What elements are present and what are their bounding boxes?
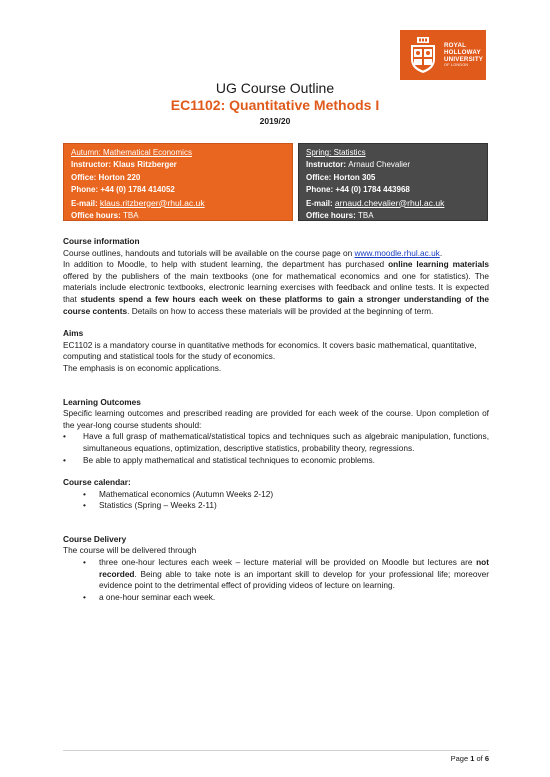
list-item bbox=[63, 431, 489, 454]
delivery-heading: Course Delivery bbox=[63, 533, 127, 544]
list-item bbox=[63, 500, 489, 512]
aims-paragraph-2: The emphasis is on economic applications. bbox=[63, 362, 222, 373]
info-text-d: students spend a few hours each week on these platforms to gain a stronger understanding of the course contents bbox=[63, 293, 489, 316]
spring-office: Office: Horton 305 bbox=[306, 172, 376, 182]
university-logo bbox=[400, 30, 486, 80]
bullet-icon: • bbox=[83, 557, 86, 568]
list-item-text: Mathematical economics (Autumn Weeks 2-12) bbox=[99, 488, 274, 499]
list-item-text: Have a full grasp of mathematical/statistical topics and techniques such as algebraic manipulation, functions, simultaneous equations, optimization, descriptive statistics, probability theory, regressions. bbox=[83, 431, 489, 453]
autumn-email-row bbox=[71, 197, 292, 210]
spring-instructor-row bbox=[306, 159, 487, 171]
outcomes-heading: Learning Outcomes bbox=[63, 396, 141, 407]
logo-line-2: HOLLOWAY bbox=[444, 48, 481, 56]
outcomes-paragraph: Specific learning outcomes and prescribed reading are provided for each week of the course. Upon completion of the year-long course students should: bbox=[63, 408, 489, 430]
info-text-b: online learning materials bbox=[388, 259, 490, 270]
autumn-office: Office: Horton 220 bbox=[71, 172, 141, 182]
delivery-list bbox=[63, 557, 489, 603]
spring-term: Spring: Statistics bbox=[306, 148, 366, 157]
info-text-e: . Details on how to access these materials will be provided at the beginning of term. bbox=[127, 305, 434, 316]
main-content bbox=[63, 236, 489, 603]
page-footer bbox=[63, 754, 489, 763]
delivery-paragraph: The course will be delivered through bbox=[63, 545, 197, 556]
autumn-instructor-box bbox=[63, 143, 293, 221]
document-title: UG Course Outline bbox=[215, 80, 335, 96]
list-item-text: Be able to apply mathematical and statistical techniques to economic problems. bbox=[83, 454, 375, 465]
list-item bbox=[63, 557, 489, 592]
spring-email-link[interactable]: arnaud.chevalier@rhul.ac.uk bbox=[334, 197, 445, 208]
page-total: 6 bbox=[484, 754, 489, 763]
autumn-term: Autumn: Mathematical Economics bbox=[71, 148, 192, 157]
course-info-text: Course outlines, handouts and tutorials will be available on the course page on bbox=[63, 247, 353, 258]
autumn-hours-row bbox=[71, 210, 292, 222]
spring-instructor-box bbox=[298, 143, 488, 221]
spring-phone: Phone: +44 (0) 1784 443968 bbox=[306, 185, 410, 195]
spring-hours-label: Office hours: bbox=[306, 211, 359, 221]
autumn-hours: TBA bbox=[123, 211, 139, 221]
crest-icon bbox=[406, 35, 440, 75]
aims-heading: Aims bbox=[63, 328, 84, 339]
delivery-item-text-c: . Being able to take note is an important skill to develop for your professional life; moreover evidence point to the detrimental effect of providing videos of lecture on learning. bbox=[99, 568, 489, 591]
course-title: EC1102: Quantitative Methods I bbox=[170, 97, 380, 113]
autumn-phone: Phone: +44 (0) 1784 414052 bbox=[71, 185, 175, 195]
footer-divider bbox=[63, 750, 489, 751]
page-word: Page bbox=[450, 754, 471, 763]
bullet-icon: • bbox=[63, 431, 66, 442]
course-info-paragraph-2 bbox=[63, 259, 489, 317]
of-word: of bbox=[474, 754, 485, 763]
logo-wordmark bbox=[444, 42, 483, 69]
spring-instructor: Arnaud Chevalier bbox=[348, 160, 411, 170]
logo-line-1: ROYAL bbox=[444, 41, 467, 49]
spring-instructor-label: Instructor: bbox=[306, 160, 349, 170]
autumn-hours-label: Office hours: bbox=[71, 211, 124, 221]
course-info-heading: Course information bbox=[63, 236, 140, 246]
outcomes-list bbox=[63, 431, 489, 466]
list-item bbox=[63, 455, 489, 467]
list-item bbox=[63, 592, 489, 604]
aims-paragraph-1: EC1102 is a mandatory course in quantitative methods for economics. It covers basic mathematical, quantitative, computing and statistical tools for the study of economics. bbox=[63, 339, 477, 362]
spring-hours-row bbox=[306, 210, 487, 222]
list-item-text: a one-hour seminar each week. bbox=[99, 591, 216, 602]
bullet-icon: • bbox=[83, 500, 86, 511]
list-item bbox=[63, 489, 489, 501]
page-number: 1 bbox=[470, 754, 475, 763]
moodle-link[interactable]: www.moodle.rhul.ac.uk bbox=[354, 247, 440, 258]
logo-line-4: OF LONDON bbox=[444, 63, 469, 68]
course-info-period: . bbox=[439, 247, 443, 258]
bullet-icon: • bbox=[63, 454, 66, 465]
delivery-item-text-a: three one-hour lectures each week – lecture material will be provided on Moodle but lectures are bbox=[99, 557, 477, 568]
autumn-email-link[interactable]: klaus.ritzberger@rhul.ac.uk bbox=[99, 197, 205, 208]
autumn-instructor: Instructor: Klaus Ritzberger bbox=[71, 160, 177, 170]
list-item-text: Statistics (Spring – Weeks 2-11) bbox=[99, 500, 217, 511]
spring-hours: TBA bbox=[358, 211, 374, 221]
spring-email-label: E-mail: bbox=[306, 198, 335, 208]
title-block bbox=[0, 80, 550, 128]
bullet-icon: • bbox=[83, 591, 86, 602]
delivery-item-text-b: not recorded bbox=[99, 557, 489, 579]
autumn-email-label: E-mail: bbox=[71, 198, 100, 208]
info-text-a: In addition to Moodle, to help with student learning, the department has purchased bbox=[63, 259, 389, 270]
logo-line-3: UNIVERSITY bbox=[444, 56, 484, 64]
calendar-heading: Course calendar: bbox=[63, 477, 131, 488]
info-text-c: offered by the publishers of the main textbooks (one for mathematical economics and one for statistics). The materials include electronic textbooks, electronic learning exercises with feedback and online tests. It is expected that bbox=[63, 270, 489, 304]
bullet-icon: • bbox=[83, 488, 86, 499]
academic-year: 2019/20 bbox=[259, 116, 291, 126]
calendar-list bbox=[63, 489, 489, 512]
course-info-paragraph-1 bbox=[63, 248, 489, 260]
spring-email-row bbox=[306, 197, 487, 210]
